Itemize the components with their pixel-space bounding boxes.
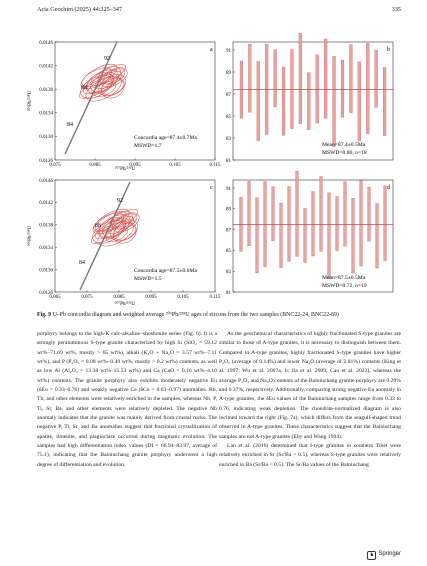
panel-a-age-92: 92 [104,56,110,62]
panel-c-ylabel: ²⁰⁶Pb/²³⁸U [28,225,33,247]
right-paragraph-1: As the geochemical characteristics of highly fractionated S-type granites are similar to those of A-type granites, it is necessary to distinguish between them. Compared to A-type granites, highly fractionated S-type granites have higher P₂O₅ (average of 0.14%) and lower Na₂O (average of 2.81%) contents (King et al. 1997; Wu et al. 2007a, b; Jia et al. 2009; Cao et al. 2023), whereas the average P₂O₅ and Na₂O contents of the Bainiuchang granite porphyry are 0.29% and 0.37%, respectively. Additionally, comparing strong negative Eu anomaly in A-type granites, the δEu values of the Bainiuchang samples range from 0.33 to 0.76, indicating weak depletion. The chondrite-normalized diagram is also inclined toward the right (Fig. 7a), which differs from the seagull-shaped trend observed in A-type granites. These characteristics suggest that the Bainiuchang samples are not A-type granites (Eby and Wang 1994). [219,331,401,440]
age-error-bar [324,39,327,118]
x-tick-label: 0.075 [81,295,93,300]
y-tick-label: 91 [226,186,231,192]
y-tick-label: 0.0146 [39,178,53,184]
age-error-bar [274,50,277,107]
age-error-bar [336,197,339,251]
y-tick-label: 0.0142 [39,201,53,207]
age-error-bar [344,182,347,246]
y-tick-label: 85 [226,114,231,120]
running-header [37,6,401,16]
y-tick-label: 0.0138 [39,223,53,229]
panel-a-xlabel: ²⁰⁷Pb/²³⁵U [114,167,136,172]
age-error-bar [375,50,378,107]
panel-c-ticks [39,179,221,300]
age-error-bar [383,68,386,136]
y-tick-label: 0.0134 [39,111,53,117]
figure-9 [25,32,405,308]
x-tick-label: 0.085 [113,295,125,300]
age-error-bar [280,203,283,267]
panel-a-note-mswd: MSWD=1.7 [134,143,162,149]
y-tick-label: 0.0146 [39,40,53,46]
x-tick-label: 0.105 [177,295,189,300]
body-right-column [219,330,401,470]
age-error-bar [304,208,307,262]
y-tick-label: 87 [226,228,231,234]
y-tick-label: 87 [226,92,231,98]
age-error-bar [352,198,355,273]
x-tick-label: 0.115 [209,163,221,168]
panel-a-concordia [27,41,221,172]
page-number: 335 [391,6,401,13]
springer-horse-icon: ♞ [367,551,376,560]
age-error-bar [307,73,310,130]
age-error-bar [316,55,319,123]
panel-c-age-84: 84 [79,260,85,266]
panel-d-label: d [387,185,390,191]
y-tick-label: 0.0126 [39,158,53,164]
body-left-column [37,330,217,470]
figure-caption [37,312,407,319]
age-error-bar [376,204,379,268]
panel-a-age-88: 88 [81,85,87,91]
age-error-bar [291,50,294,129]
x-tick-label: 0.115 [209,295,221,300]
panel-b-note-mean: Mean=87.4±0.5Ma [322,142,366,148]
panel-d-note-mean: Mean=87.5±0.5Ma [322,275,366,281]
panel-b-weighted-mean [226,33,393,163]
age-error-bar [360,181,363,266]
y-tick-label: 0.0134 [39,246,53,251]
x-tick-label: 0.065 [49,295,61,300]
y-tick-label: 0.0130 [39,135,53,141]
panel-c-age-92: 92 [117,198,123,204]
panel-a-ylabel: ²⁰⁶Pb/²³⁸U [28,90,33,112]
age-error-bar [368,187,371,241]
x-tick-label: 0.095 [129,163,141,168]
y-tick-label: 81 [226,290,231,296]
age-error-bar [248,44,251,112]
panel-c-label: c [210,185,213,191]
y-tick-label: 0.0130 [39,268,53,274]
x-tick-label: 0.075 [49,163,61,168]
age-error-bar [257,62,260,141]
x-tick-label: 0.095 [145,295,157,300]
age-error-bar [256,198,259,273]
age-error-bar [299,33,302,123]
right-paragraph-2: Lan et al. (2016) determined that I-type granites in southern Tibet were relatively enriched in Sr (Sr/Ba > 0.5), whereas S-type granites were relatively enriched in Ba (Sr/Ba < 0.5). The Sr/Ba values of the Bainiuchang [219,443,401,468]
publisher-logo [367,551,401,560]
y-tick-label: 91 [226,48,231,54]
y-tick-label: 85 [226,249,231,255]
panel-d-ticks [226,187,235,296]
panel-c-note-mswd: MSWD=1.5 [134,276,162,282]
panel-d-weighted-mean [226,171,393,296]
panel-a-label: a [210,47,213,53]
panel-a-ellipses [77,60,131,107]
age-error-bar [349,45,352,113]
panel-b-note-mswd: MSWD=0.86, n=18 [322,150,367,156]
panel-a-note-age: Concordia age=87.4±0.7Ma [134,135,197,141]
age-error-bar [333,56,336,146]
panel-a-age-84: 84 [67,122,73,128]
age-error-bar [312,192,315,256]
panel-a-ticks [39,41,221,168]
age-error-bar [288,187,291,262]
age-error-bar [358,62,361,141]
age-error-bar [341,60,344,117]
age-error-bar [248,181,251,245]
left-paragraph: porphyry belongs to the high-K calc-alkaline–shoshonite series (Fig. 6). It is a strongly peraluminous S-type granite characterized by high Si (SiO₂ = 59.12 wt%–71.69 wt%, mostly > 65 wt%), alkali (K₂O + Na₂O = 3.57 wt%–7.11 wt%), and P (P₂O₅ = 0.08 wt%–0.49 wt%, mostly > 0.2 wt%) contents, as well as low Al (Al₂O₃ = 13.38 wt%–15.53 wt%) and Ca (CaO = 0.16 wt%–4.10 wt%) contents. The granite porphyry also exhibits moderately negative Eu (δEu = 0.33–0.76) and weakly negative Ce (δCe = 0.63–0.97) anomalies. Rb, Th, and other elements were relatively enriched in the samples, whereas Nb, P, Ti, Sr, Ba, and other elements were relatively depleted. The negative Nb anomaly indicates that the granite was mainly derived from crustal rocks. The negative P, Ti, Sr, and Ba anomalies suggest that fractional crystallization of apatite, ilmenite, and plagioclase occurred during magmatic evolution. The samples had high differentiation index values (DI = 66.94–83.97, average of 75.1), indicating that the Bainiuchang granite porphyry underwent a high degree of differentiation and evolution. [37,331,217,468]
y-tick-label: 83 [226,270,231,275]
panel-c-age-88: 88 [95,223,101,229]
y-tick-label: 0.0142 [39,64,53,70]
y-tick-label: 81 [226,158,231,164]
x-tick-label: 0.105 [169,163,181,168]
panel-c-xlabel: ²⁰⁷Pb/²³⁵U [114,302,136,307]
age-error-bar [328,193,331,278]
journal-citation: Acta Geochim (2025) 44:325–347 [37,6,123,13]
panel-b-ticks [226,49,235,164]
age-error-bar [366,43,369,133]
panel-d-note-mswd: MSWD=0.72, n=19 [322,283,367,289]
y-tick-label: 83 [226,136,231,142]
y-tick-label: 89 [226,207,231,213]
caption-label: Fig. 9 [37,312,52,318]
y-tick-label: 0.0126 [39,290,53,296]
panel-c-concordia [27,179,221,307]
publisher-name: Springer [378,551,401,557]
panel-c-note-age: Concordia age=87.5±0.6Ma [134,268,197,274]
caption-text: U–Pb concordia diagram and weighted average ²⁰⁶Pb/²³⁸U ages of zircons from the two samples (BNC22-24, BNC22-69) [52,312,339,318]
y-tick-label: 89 [226,70,231,76]
age-error-bar [282,67,285,135]
age-error-bar [384,186,387,261]
y-tick-label: 0.0138 [39,88,53,93]
age-error-bar [296,171,299,256]
x-tick-label: 0.085 [89,163,101,168]
panel-b-label: b [387,47,390,53]
age-error-bar [320,177,323,252]
age-error-bar [272,187,275,241]
